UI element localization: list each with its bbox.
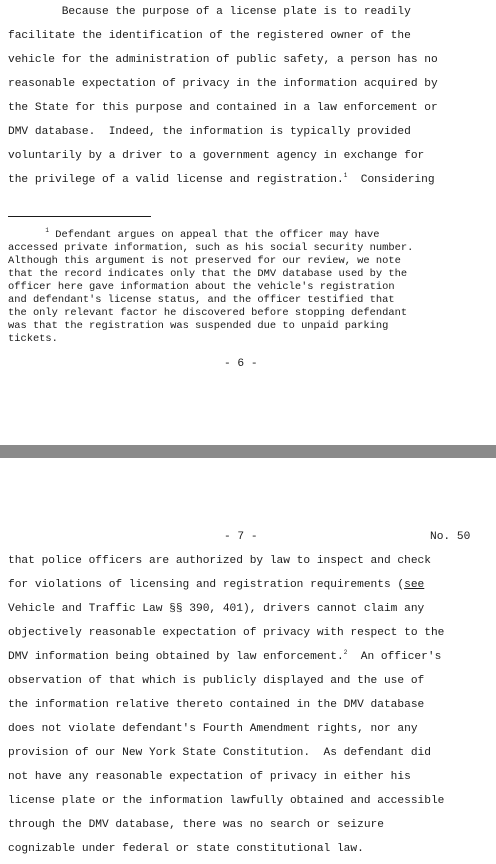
- body-line-5-text: DMV information being obtained by law enforcement.: [8, 651, 344, 663]
- body-line-5-tail: An officer's: [347, 651, 442, 663]
- footnote-line-3: Although this argument is not preserved for our review, we note: [8, 255, 401, 267]
- body-line-11: license plate or the information lawfully obtained and accessible: [8, 795, 445, 807]
- body-line-3: Vehicle and Traffic Law §§ 390, 401), drivers cannot claim any: [8, 603, 425, 615]
- body-line-5: [8, 650, 441, 664]
- footnote-line-1-text: Defendant argues on appeal that the officer may have: [49, 229, 380, 241]
- page-7: [0, 458, 496, 864]
- footnote-divider: [8, 216, 151, 217]
- body-line-8-tail: Considering: [347, 174, 435, 186]
- footnote-line-4: that the record indicates only that the DMV database used by the: [8, 268, 408, 280]
- body-line-1: Because the purpose of a license plate is to readily: [8, 6, 411, 18]
- footnote-line-8: was that the registration was suspended due to unpaid parking: [8, 320, 389, 332]
- body-line-2: [8, 578, 424, 592]
- body-line-4: reasonable expectation of privacy in the information acquired by: [8, 78, 438, 90]
- body-line-6: observation of that which is publicly displayed and the use of: [8, 675, 425, 687]
- body-line-8: [8, 173, 435, 187]
- docket-number: No. 50: [430, 531, 471, 543]
- body-line-5: the State for this purpose and contained in a law enforcement or: [8, 102, 438, 114]
- body-line-1: that police officers are authorized by law to inspect and check: [8, 555, 431, 567]
- body-line-13: cognizable under federal or state constitutional law.: [8, 843, 364, 855]
- footnote-ref-2[interactable]: 2: [343, 649, 348, 656]
- body-line-7: the information relative thereto contained in the DMV database: [8, 699, 425, 711]
- see-signal-link[interactable]: see: [404, 579, 425, 591]
- footnote-line-7: the only relevant factor he discovered before stopping defendant: [8, 307, 408, 319]
- footnote-line-5: officer here gave information about the vehicle's registration: [8, 281, 395, 293]
- body-line-9: provision of our New York State Constitution. As defendant did: [8, 747, 431, 759]
- body-line-8: does not violate defendant's Fourth Amendment rights, nor any: [8, 723, 418, 735]
- footnote-line-9: tickets.: [8, 333, 58, 345]
- footnote-ref-1[interactable]: 1: [343, 172, 348, 179]
- body-line-2: facilitate the identification of the registered owner of the: [8, 30, 411, 42]
- page-number-6: - 6 -: [224, 358, 258, 370]
- body-line-10: not have any reasonable expectation of privacy in either his: [8, 771, 411, 783]
- footnote-marker: 1: [45, 227, 50, 234]
- page-number-7: - 7 -: [224, 531, 258, 543]
- body-line-4: objectively reasonable expectation of privacy with respect to the: [8, 627, 445, 639]
- body-line-3: vehicle for the administration of public safety, a person has no: [8, 54, 438, 66]
- body-line-2-text: for violations of licensing and registration requirements (: [8, 579, 405, 591]
- footnote-line-6: and defendant's license status, and the officer testified that: [8, 294, 395, 306]
- footnote-line-1: [8, 229, 380, 242]
- page-separator: [0, 445, 496, 458]
- body-line-6: DMV database. Indeed, the information is typically provided: [8, 126, 411, 138]
- body-line-8-text: the privilege of a valid license and registration.: [8, 174, 344, 186]
- body-line-12: through the DMV database, there was no search or seizure: [8, 819, 384, 831]
- body-line-7: voluntarily by a driver to a government agency in exchange for: [8, 150, 425, 162]
- footnote-line-2: accessed private information, such as his social security number.: [8, 242, 414, 254]
